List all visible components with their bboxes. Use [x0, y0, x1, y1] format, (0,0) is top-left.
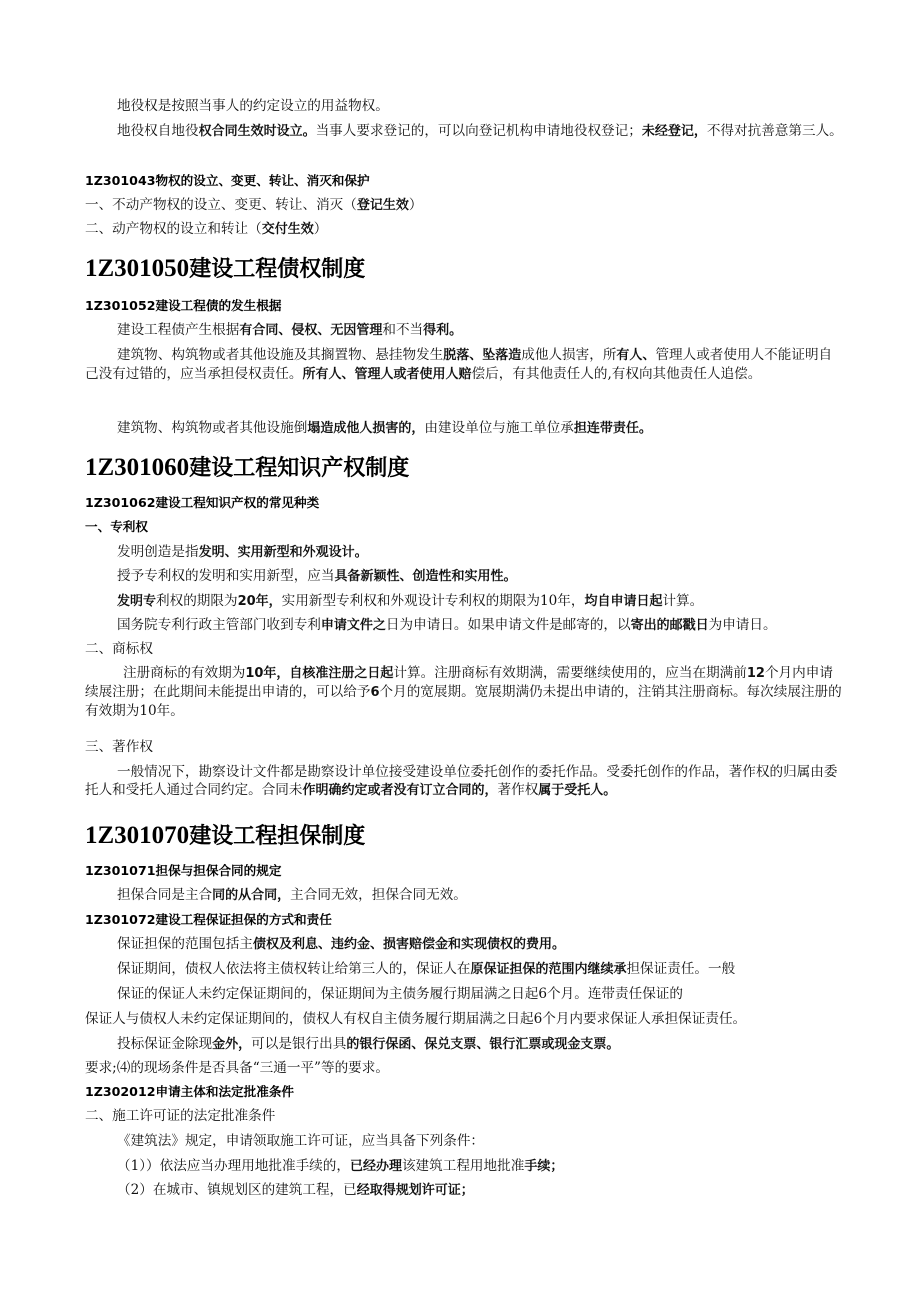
text-run: 当事人要求登记的，可以向登记机构申请地役权登记； [315, 123, 642, 139]
paragraph: 要求;⑷的现场条件是否具备“三通一平”等的要求。 [85, 1060, 389, 1076]
section-code: 1Z301050 [85, 255, 190, 282]
emphasis-text: 申请文件之 [320, 618, 386, 633]
text-run: ） [408, 197, 423, 213]
text-run: 建设工程债产生根据 [117, 322, 240, 338]
text-run: 保证担保的范围包括主 [117, 936, 253, 952]
paragraph [117, 886, 467, 905]
emphasis-text: 权合同生效时设立。 [198, 124, 316, 139]
text-run: 建筑物、构筑物或者其他设施倒 [117, 420, 308, 436]
emphasis-text: 寄出的邮戳日 [630, 618, 709, 633]
text-run: 由建设单位与施工单位承 [424, 420, 574, 436]
paragraph [117, 1035, 619, 1054]
paragraph [117, 543, 368, 562]
subsection-heading: 1Z301062建设工程知识产权的常见种类 [85, 495, 320, 510]
emphasis-text: 得利。 [423, 323, 463, 338]
text-run: ） [313, 221, 328, 237]
text-run: 担保证责任。一般 [626, 961, 736, 977]
section-title: 建设工程担保制度 [189, 823, 366, 849]
text-run: 著作权 [497, 782, 539, 798]
emphasis-text: 担连带责任。 [573, 421, 652, 436]
emphasis-text: 有人、 [616, 348, 656, 363]
emphasis-text: 交付生效 [261, 222, 314, 237]
text-run: 一般情况下，勘察设计文件都是勘察设计单位接受建设单位委托创作的委托作品。受委托创作的作品，著作权的归属由委托人和受托人通过合同约定。合同未 [85, 764, 838, 798]
text-run: 和不当 [382, 322, 424, 338]
text-run: 实用新型专利权和外观设计专利权的期限为10年， [281, 593, 585, 609]
text-run: 个月的宽展期。宽展期满仍未提出申请的，注销其注册商标。每次续展注册的有效期为10年。 [85, 684, 842, 719]
text-run: 该建筑工程用地批准 [401, 1158, 525, 1174]
emphasis-text: 作明确约定或者没有订立合同的， [302, 783, 498, 798]
section-code: 1Z301060 [85, 454, 190, 481]
list-item [117, 1181, 474, 1200]
emphasis-text: 金外， [212, 1037, 252, 1052]
emphasis-text: 20年， [237, 594, 282, 609]
paragraph [85, 664, 845, 720]
text-run: 不得对抗善意第三人。 [706, 123, 843, 139]
text-run: （2）在城市、镇规划区的建筑工程，已 [117, 1182, 357, 1198]
paragraph: 地役权是按照当事人的约定设立的用益物权。 [117, 98, 389, 114]
text-run: 偿后，有其他责任人的,有权向其他责任人追偿。 [471, 366, 762, 382]
emphasis-text: 已经办理 [349, 1159, 402, 1174]
text-run: 主合同无效，担保合同无效。 [290, 887, 467, 903]
paragraph [85, 346, 845, 384]
emphasis-text: 发明、实用新型和外观设计。 [198, 545, 368, 560]
list-heading: 三、著作权 [85, 739, 153, 755]
emphasis-text: 6 [370, 685, 380, 700]
text-run: 个月内申请续展注册；在此期间未能提出申请的，可以给予 [85, 665, 833, 700]
subsection-heading: 1Z302012申请主体和法定批准条件 [85, 1084, 295, 1099]
section-code: 1Z301070 [85, 822, 190, 849]
paragraph [85, 122, 845, 141]
text-run: 投标保证金除现 [117, 1036, 213, 1052]
text-run: 计算。注册商标有效期满，需要继续使用的，应当在期满前 [393, 665, 747, 681]
text-run: （1））依法应当办理用地批准手续的， [117, 1158, 350, 1174]
emphasis-text: 有合同、侵权、无因管理 [239, 323, 383, 338]
emphasis-text: 登记生效 [356, 198, 409, 213]
paragraph [117, 321, 462, 340]
list-item [117, 1157, 563, 1176]
emphasis-text: 经取得规划许可证； [356, 1183, 474, 1198]
emphasis-text: 脱落、坠落造 [443, 348, 522, 363]
text-run: 管理人或者使用人不能证明自己没有过错的，应当承担侵权责任。 [85, 347, 833, 382]
text-run: 二、动产物权的设立和转让（ [85, 221, 262, 237]
emphasis-text: 均自申请日起 [584, 594, 663, 609]
text-run: 成他人损害，所 [521, 347, 617, 363]
paragraph [117, 616, 777, 635]
subsection-heading: 1Z301072建设工程保证担保的方式和责任 [85, 912, 332, 927]
text-run: 建筑物、构筑物或者其他设施及其搁置物、悬挂物发生 [117, 347, 444, 363]
emphasis-text: 10年，自核准注册之日起 [245, 666, 394, 681]
emphasis-text: 塌造成他人损害的， [307, 421, 425, 436]
emphasis-text: 未经登记， [641, 124, 707, 139]
list-heading: 二、施工许可证的法定批准条件 [85, 1108, 276, 1124]
emphasis-text: 具备新颖性、创造性和实用性。 [334, 569, 517, 584]
emphasis-text: 手续； [524, 1159, 564, 1174]
text-run: 为申请日。 [708, 617, 777, 633]
text-run: 注册商标的有效期为 [123, 665, 246, 681]
subsection-heading: 1Z301043物权的设立、变更、转让、消灭和保护 [85, 173, 370, 188]
section-heading [85, 821, 365, 851]
paragraph: 《建筑法》规定，申请领取施工许可证，应当具备下列条件： [117, 1133, 485, 1149]
section-title: 建设工程债权制度 [189, 256, 366, 282]
paragraph [117, 419, 652, 438]
emphasis-text: 同的从合同， [212, 888, 291, 903]
section-heading [85, 453, 409, 483]
text-run: 担保合同是主合 [117, 887, 213, 903]
emphasis-text: 的银行保函、保兑支票、银行汇票或现金支票。 [346, 1037, 620, 1052]
paragraph [117, 935, 565, 954]
text-run: 授予专利权的发明和实用新型，应当 [117, 568, 335, 584]
emphasis-text: 发明专 [117, 594, 157, 609]
emphasis-text: 原保证担保的范围内继续承 [470, 962, 627, 977]
list-heading: 二、商标权 [85, 641, 153, 657]
text-run: 计算。 [662, 593, 704, 609]
section-heading [85, 254, 365, 284]
list-item [85, 220, 327, 239]
paragraph: 保证的保证人未约定保证期间的，保证期间为主债务履行期届满之日起6个月。连带责任保证的 [117, 986, 683, 1002]
text-run: 一、不动产物权的设立、变更、转让、消灭（ [85, 197, 357, 213]
paragraph [117, 567, 517, 586]
text-run: 地役权自地役 [117, 123, 199, 139]
subsection-heading: 1Z301071担保与担保合同的规定 [85, 863, 282, 878]
paragraph [117, 592, 703, 611]
text-run: 发明创造是指 [117, 544, 199, 560]
text-run: 可以是银行出具 [251, 1036, 347, 1052]
text-run: 日为申请日。如果申请文件是邮寄的，以 [385, 617, 631, 633]
text-run: 保证期间，债权人依法将主债权转让给第三人的，保证人在 [117, 961, 471, 977]
list-heading: 一、专利权 [85, 519, 148, 534]
emphasis-text: 债权及利息、违约金、损害赔偿金和实现债权的费用。 [252, 937, 565, 952]
paragraph [85, 763, 845, 800]
emphasis-text: 属于受托人。 [538, 783, 617, 798]
subsection-heading: 1Z301052建设工程债的发生根据 [85, 298, 282, 313]
section-title: 建设工程知识产权制度 [189, 455, 410, 481]
list-item [85, 196, 422, 215]
emphasis-text: 12 [746, 666, 765, 681]
text-run: 利权的期限为 [156, 593, 238, 609]
paragraph: 保证人与债权人未约定保证期间的，债权人有权自主债务履行期届满之日起6个月内要求保证人承担保证责任。 [85, 1011, 747, 1027]
paragraph [117, 960, 735, 979]
text-run: 国务院专利行政主管部门收到专利 [117, 617, 321, 633]
emphasis-text: 所有人、管理人或者使用人赔 [302, 367, 472, 382]
